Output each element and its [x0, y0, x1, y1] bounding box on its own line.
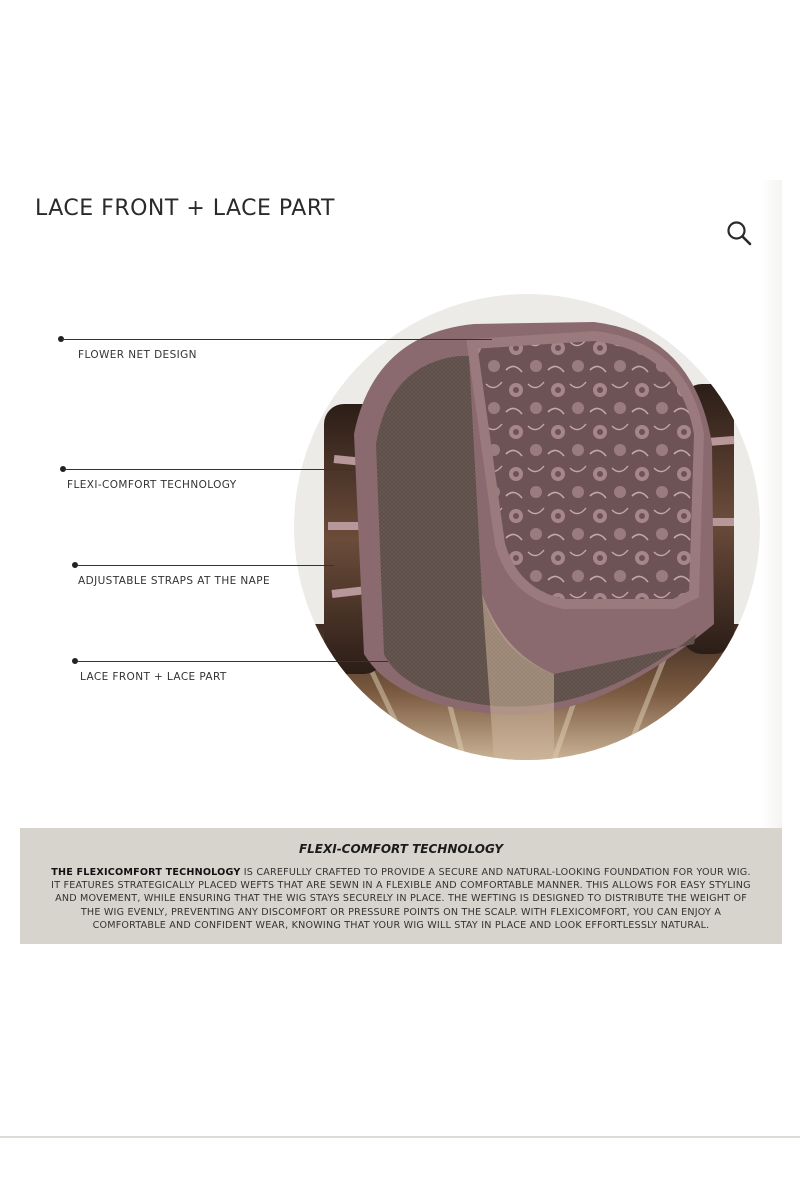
info-text: IS CAREFULLY CRAFTED TO PROVIDE A SECURE AND NATURAL-LOOKING FOUNDATION FOR YOUR WIG. IT FEATURES STRATEGICALLY PLACED WEFTS THAT ARE SEWN IN A FLEXIBLE AND COMFORTABLE MANNER. THIS ALLOWS FOR EASY STYLING AND MOVEMENT, WHILE ENSURING THAT THE WIG STAYS SECURELY IN PLACE. THE WEFTING IS DESIGNED TO DISTRIBUTE THE WEIGHT OF THE WIG EVENLY, PREVENTING ANY DISCOMFORT OR PRESSURE POINTS ON THE SCALP. WITH FLEXICOMFORT, YOU CAN ENJOY A COMFORTABLE AND CONFIDENT WEAR, KNOWING THAT YOUR WIG WILL STAY IN PLACE AND LOOK EFFORTLESSLY NATURAL.	[51, 867, 751, 931]
callout-line	[76, 565, 334, 566]
info-body	[46, 866, 756, 932]
info-panel	[20, 828, 782, 944]
info-lead: THE FLEXICOMFORT TECHNOLOGY	[51, 867, 241, 878]
callout-label: FLOWER NET DESIGN	[78, 349, 197, 361]
callout-label: FLEXI-COMFORT TECHNOLOGY	[67, 479, 237, 491]
callout-line	[62, 339, 492, 340]
page-title: LACE FRONT + LACE PART	[35, 196, 335, 221]
callout-label: LACE FRONT + LACE PART	[80, 671, 227, 683]
search-icon	[724, 218, 754, 248]
search-button[interactable]	[724, 218, 754, 248]
callout-label: ADJUSTABLE STRAPS AT THE NAPE	[78, 575, 270, 587]
side-shade	[760, 180, 782, 830]
footer-divider	[0, 1136, 800, 1138]
info-heading: FLEXI-COMFORT TECHNOLOGY	[298, 842, 504, 856]
wig-cap-image	[294, 294, 760, 760]
callout-line	[64, 469, 354, 470]
callout-line	[76, 661, 388, 662]
